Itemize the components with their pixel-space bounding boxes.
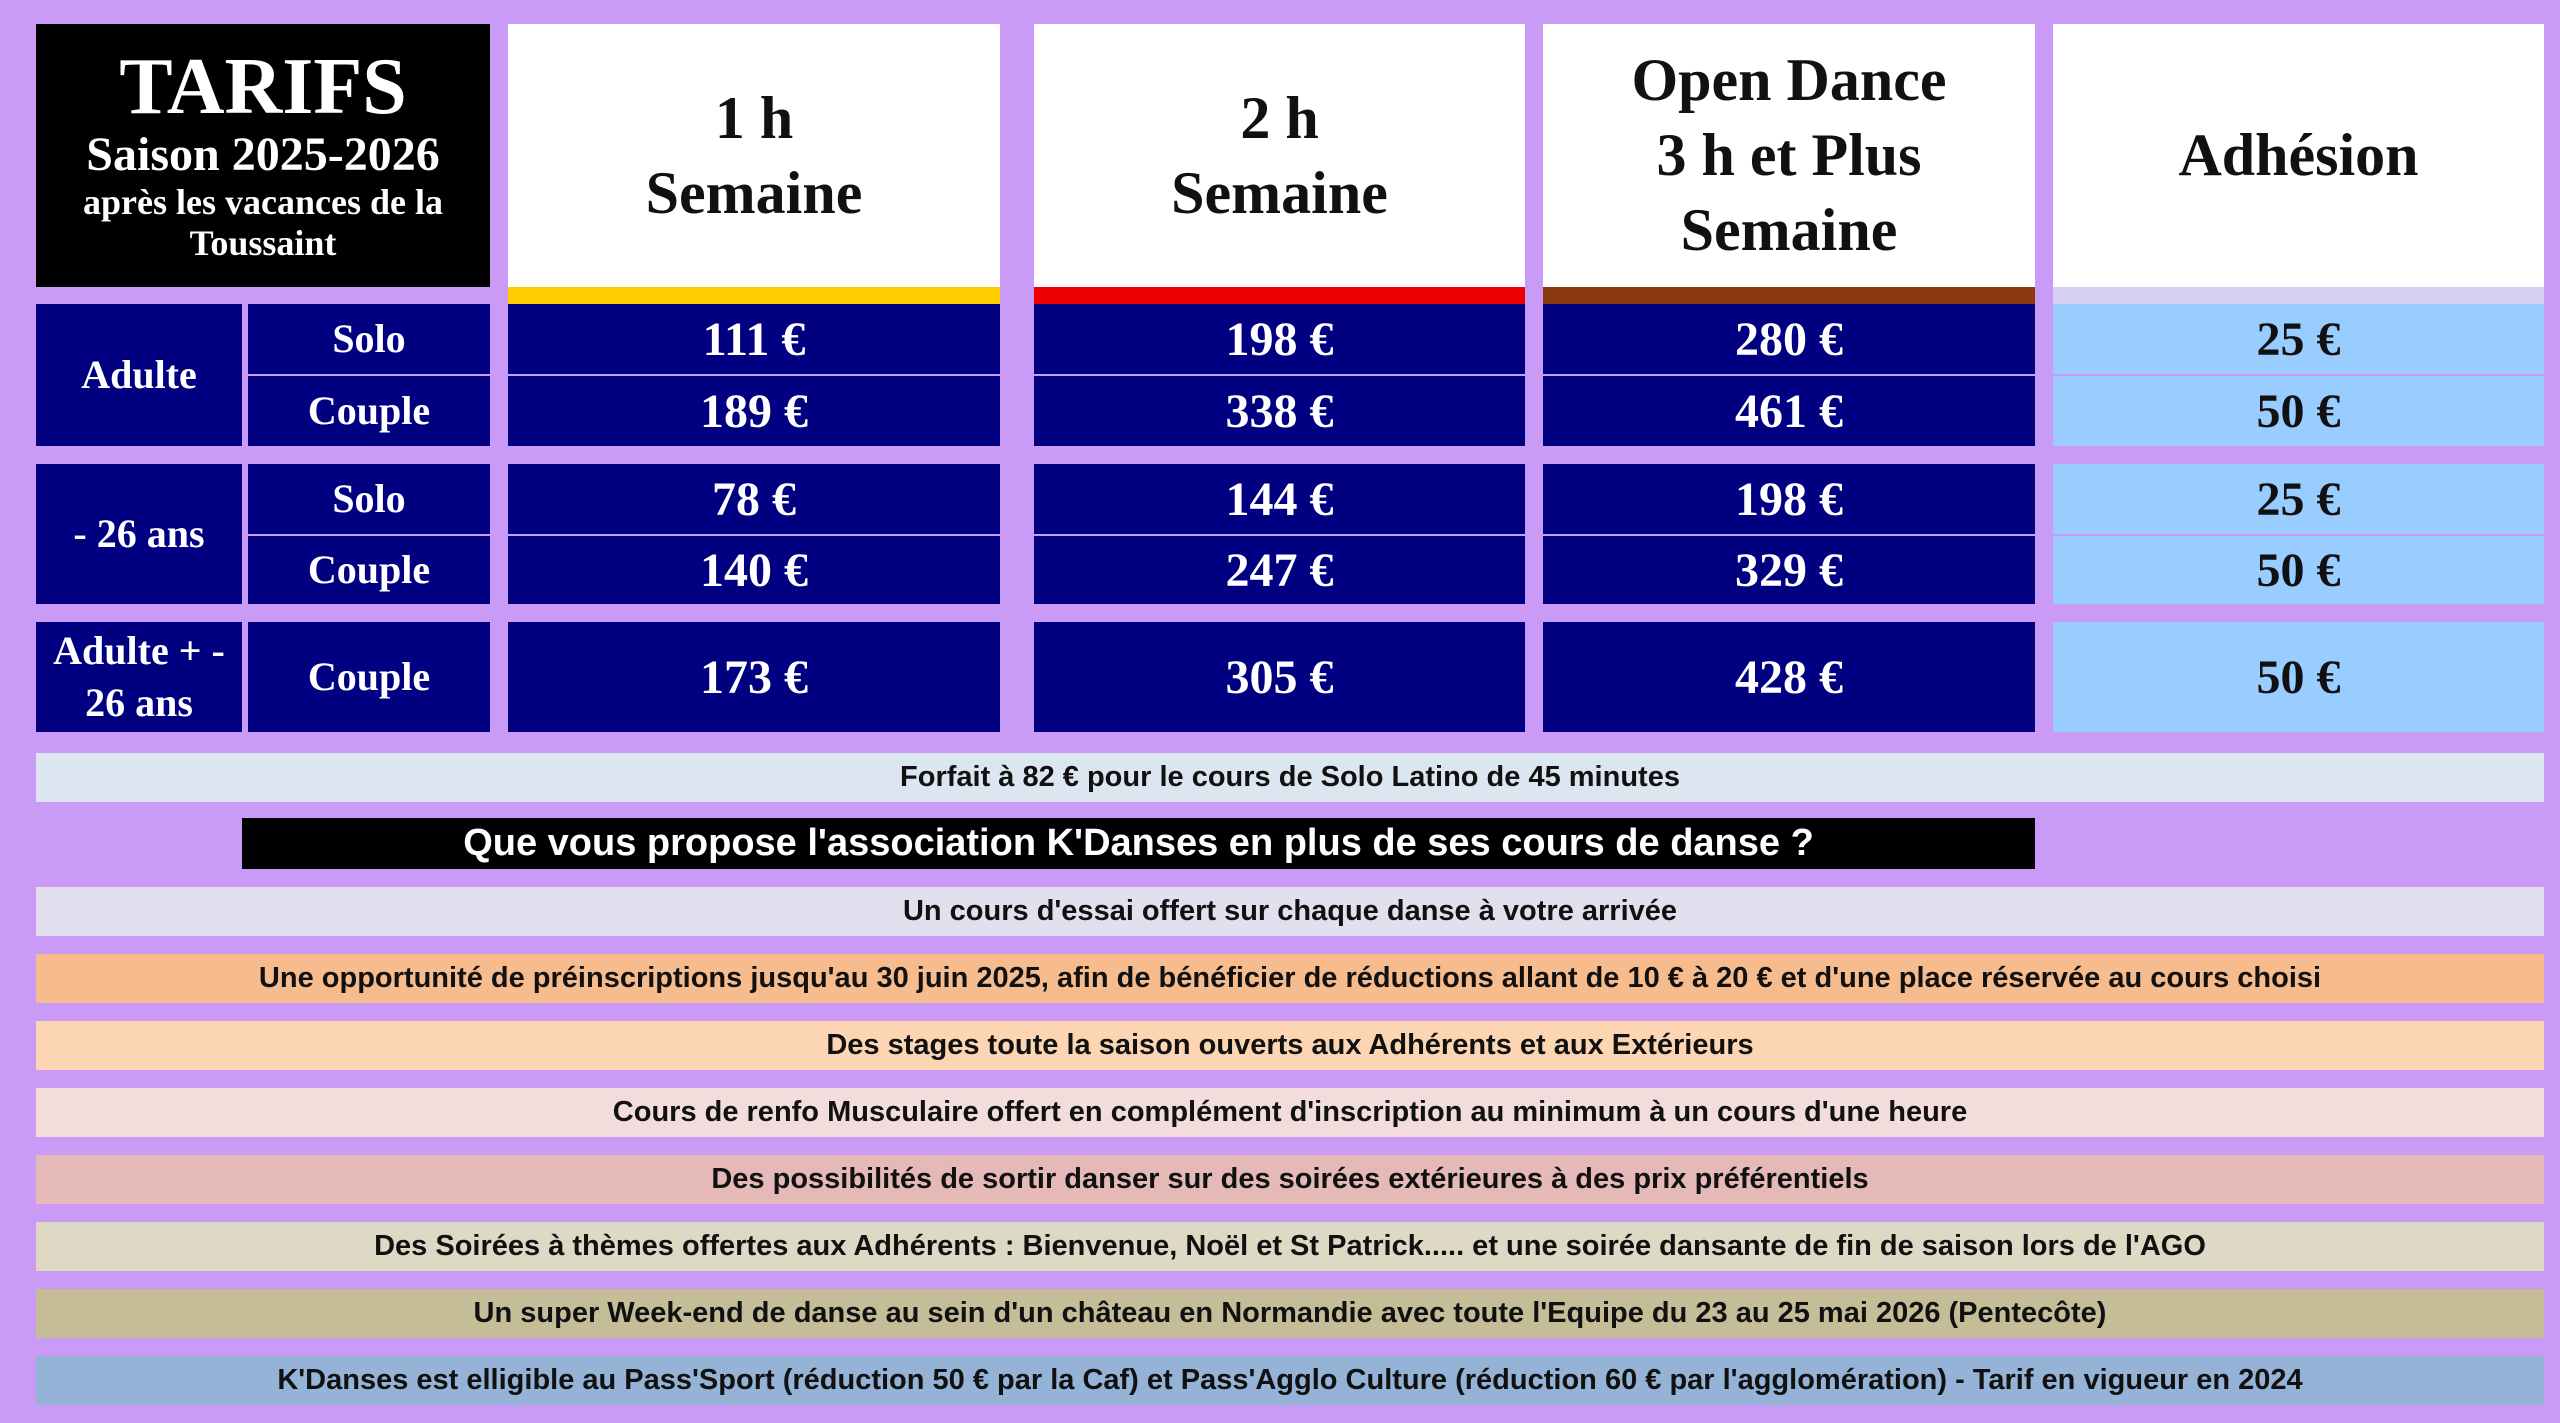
membership-price: 25 € (2053, 304, 2544, 374)
column-header-line: 1 h (714, 84, 794, 151)
row-type-label: Couple (248, 536, 490, 604)
price-cell: 140 € (508, 536, 1000, 604)
column-color-bar (1543, 287, 2035, 304)
offer-item: Des stages toute la saison ouverts aux Adhérents et aux Extérieurs (36, 1021, 2544, 1070)
price-cell: 198 € (1034, 304, 1525, 374)
price-cell: 247 € (1034, 536, 1525, 604)
offer-item: K'Danses est elligible au Pass'Sport (réduction 50 € par la Caf) et Pass'Agglo Culture (réduction 60 € par l'agglomération) - Tarif en vigueur en 2024 (36, 1356, 2544, 1405)
season-label: Saison 2025-2026 (86, 127, 440, 181)
offer-item: Un super Week-end de danse au sein d'un château en Normandie avec toute l'Equipe du 23 au 25 mai 2026 (Pentecôte) (36, 1289, 2544, 1338)
membership-price: 50 € (2053, 622, 2544, 732)
column-color-bar (508, 287, 1000, 304)
column-header-line: Semaine (645, 159, 863, 226)
offer-item: Un cours d'essai offert sur chaque danse à votre arrivée (36, 887, 2544, 936)
membership-price: 50 € (2053, 376, 2544, 446)
group-label: Adulte (36, 304, 242, 446)
price-cell: 198 € (1543, 464, 2035, 534)
offer-item: Des Soirées à thèmes offertes aux Adhérents : Bienvenue, Noël et St Patrick..... et une soirée dansante de fin de saison lors de l'AGO (36, 1222, 2544, 1271)
membership-price: 50 € (2053, 536, 2544, 604)
offer-item: Cours de renfo Musculaire offert en complément d'inscription au minimum à un cours d'une heure (36, 1088, 2544, 1137)
price-cell: 111 € (508, 304, 1000, 374)
price-cell: 428 € (1543, 622, 2035, 732)
price-cell: 189 € (508, 376, 1000, 446)
group-label: - 26 ans (36, 464, 242, 604)
season-note: après les vacances de la Toussaint (83, 181, 443, 264)
column-header-line: Semaine (1680, 197, 1898, 263)
column-color-bar (2053, 287, 2544, 304)
column-header-line: Open Dance (1631, 47, 1947, 113)
tarifs-title: TARIFS (119, 42, 407, 131)
price-cell: 305 € (1034, 622, 1525, 732)
price-cell: 461 € (1543, 376, 2035, 446)
price-cell: 329 € (1543, 536, 2035, 604)
price-cell: 173 € (508, 622, 1000, 732)
offer-item: Des possibilités de sortir danser sur des soirées extérieures à des prix préférentiels (36, 1155, 2544, 1204)
row-type-label: Solo (248, 464, 490, 534)
forfait-banner: Forfait à 82 € pour le cours de Solo Latino de 45 minutes (36, 753, 2544, 802)
price-cell: 144 € (1034, 464, 1525, 534)
column-header-line: Semaine (1171, 159, 1388, 226)
column-header (1034, 24, 1525, 287)
price-cell: 338 € (1034, 376, 1525, 446)
column-header-line: 2 h (1240, 84, 1319, 151)
row-type-label: Couple (248, 376, 490, 446)
row-type-label: Solo (248, 304, 490, 374)
row-type-label: Couple (248, 622, 490, 732)
group-label: Adulte + - 26 ans (36, 622, 242, 732)
column-header (508, 24, 1000, 287)
section-title: Que vous propose l'association K'Danses en plus de ses cours de danse ? (242, 818, 2035, 869)
tarifs-title-block (36, 24, 490, 287)
column-color-bar (1034, 287, 1525, 304)
price-cell: 280 € (1543, 304, 2035, 374)
column-header (1543, 24, 2035, 287)
price-cell: 78 € (508, 464, 1000, 534)
column-header (2053, 24, 2544, 287)
membership-price: 25 € (2053, 464, 2544, 534)
column-header-line: 3 h et Plus (1656, 122, 1922, 188)
offer-item: Une opportunité de préinscriptions jusqu'au 30 juin 2025, afin de bénéficier de réductions allant de 10 € à 20 € et d'une place réservée au cours choisi (36, 954, 2544, 1003)
column-header-line: Adhésion (2178, 122, 2419, 188)
